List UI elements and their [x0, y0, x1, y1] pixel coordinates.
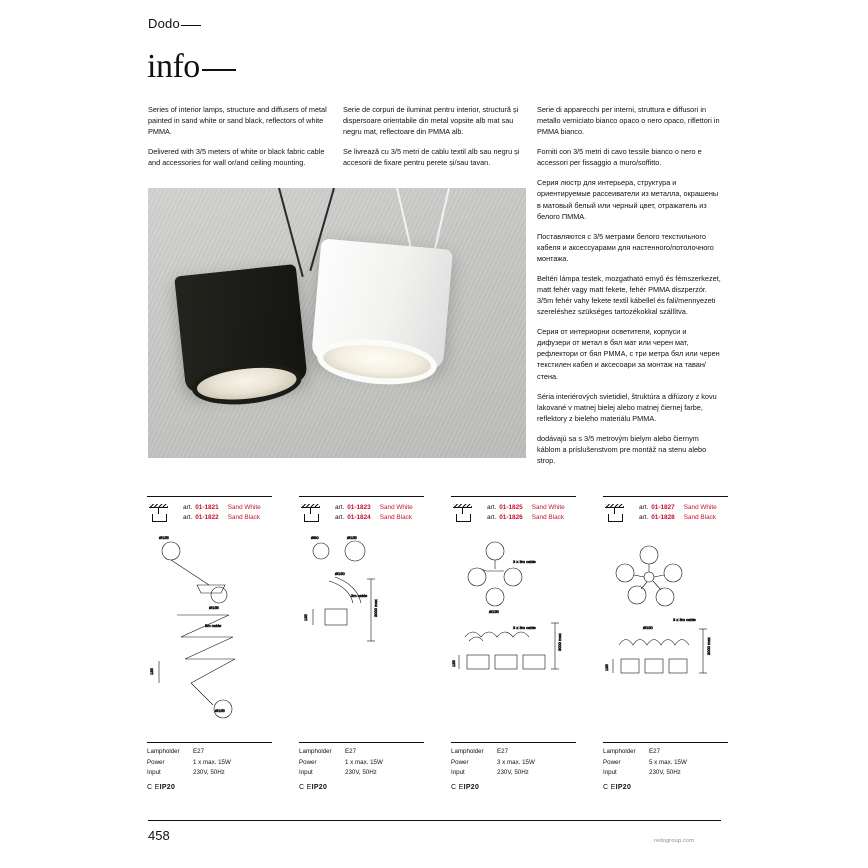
svg-text:3000 max: 3000 max [557, 633, 562, 651]
five-light-pendant-icon [603, 504, 629, 522]
spec-key: Lampholder [299, 748, 332, 755]
svg-text:Ø155: Ø155 [215, 707, 225, 713]
certification-marks: C EIP20 [299, 783, 328, 791]
finish-name: Sand White [227, 504, 261, 511]
product-block-1 [147, 496, 272, 723]
svg-text:135: 135 [149, 668, 154, 675]
spec-key: Power [299, 758, 317, 766]
svg-text:Ø150: Ø150 [643, 624, 653, 630]
divider [147, 742, 272, 743]
variant-row[interactable] [335, 503, 424, 513]
product-photo [148, 188, 526, 458]
svg-text:Ø90: Ø90 [311, 534, 319, 540]
brand-underline [181, 25, 201, 26]
product-code: 01-1823 [347, 504, 371, 511]
variant-row[interactable] [183, 503, 272, 513]
spec-tables [147, 742, 721, 802]
spec-value: 230V, 50Hz [649, 769, 681, 777]
divider [451, 742, 576, 743]
variant-row[interactable] [487, 513, 576, 523]
finish-name: Sand Black [531, 513, 565, 521]
svg-text:3000 max: 3000 max [706, 637, 711, 655]
product-block-4 [603, 496, 728, 723]
spec-value: 1 x max. 15W [193, 758, 231, 766]
finish-name: Sand Black [379, 513, 413, 521]
product-code: 01-1828 [651, 513, 675, 521]
spec-key: Lampholder [451, 748, 484, 755]
finish-name: Sand Black [227, 513, 261, 521]
certification-marks: C EIP20 [451, 783, 480, 791]
divider [603, 496, 728, 497]
intro-column-multi: Serie di apparecchi per interni, struttura e diffusori in metallo verniciato bianco opaco o nero opaco, riflettori in PMMA bianco. Forniti con 3/5 metri di cavo tessile bianco o nero e accessori per fissaggio a muro/soffitto. Серия люстр для интерьера, структура и ориентируемые рассеиватели из металла, окрашены в матовый белый или черный цвет, отражатель из белого ПММА. Поставляются с 3/5 метрами белого текстильного кабеля и аксессуарами для настенного/потолочного монтажа. Beltéri lámpa testek, mozgatható ernyő és fémszerkezet, matt fehér vagy matt fekete, fehér PMMA diszperzór. 3/5m fehér vahy fekete textil kábellel és fali/mennyezeti szereléshez szükséges tartozékokkal szállítva. Серия от интериорни осветители, корпуси и дифузери от метал в бял мат или черен мат, рефлектори от бял PMMA, с три метра бял или черен текстилен кабел и аксесоари за монтаж на таван/стена. Séria interiérových svietidiel, štruktúra a difúzory z kovu lakované v matnej bielej alebo matnej čiernej farbe, reflektory z bieleho materiálu PMMA. dodávajú sa s 3/5 metrovým bielym alebo čiernym káblom a príslušenstvom pre montáž na stenu alebo strop. [537, 105, 721, 466]
svg-text:5m cable: 5m cable [205, 622, 222, 628]
svg-text:Ø155: Ø155 [347, 534, 357, 540]
product-codes-1 [147, 503, 272, 523]
spec-key: Lampholder [603, 748, 636, 755]
finish-name: Sand White [379, 504, 413, 511]
technical-drawing-4 [603, 533, 728, 723]
technical-drawing-3 [451, 533, 576, 723]
title-underline [202, 69, 236, 71]
wall-ceiling-lamp-icon [147, 504, 173, 522]
spec-key: Input [451, 769, 465, 777]
svg-text:3 x 3m cable: 3 x 3m cable [673, 616, 696, 622]
spec-key: Lampholder [147, 748, 180, 755]
spec-value: 1 x max. 15W [345, 758, 383, 766]
svg-text:135: 135 [303, 614, 308, 621]
product-block-2 [299, 496, 424, 723]
product-codes-3 [451, 503, 576, 523]
svg-text:Ø155: Ø155 [159, 534, 169, 540]
svg-text:3000 max: 3000 max [373, 599, 378, 617]
spec-table-2 [299, 742, 424, 793]
product-code: 01-1827 [651, 504, 675, 511]
lamp-sand-white [311, 238, 453, 371]
spec-value: E27 [649, 748, 661, 755]
website-label: redogroup.com [654, 838, 695, 844]
variant-row[interactable] [639, 503, 728, 513]
spec-table-4 [603, 742, 728, 793]
divider [451, 496, 576, 497]
variant-row[interactable] [183, 513, 272, 523]
art-label: art. [335, 513, 345, 521]
spec-value: E27 [345, 748, 357, 755]
divider [299, 496, 424, 497]
intro-column-en: Series of interior lamps, structure and diffusers of metal painted in sand white or sand black, reflectors of white PMMA. Delivered with 3/5 meters of white or black fabric cable and accessories for wall or/and ceiling mounting. [148, 105, 327, 168]
spec-value: E27 [193, 748, 205, 755]
spec-table-1 [147, 742, 272, 793]
variant-row[interactable] [639, 513, 728, 523]
svg-text:Ø155: Ø155 [209, 604, 219, 610]
product-block-3 [451, 496, 576, 723]
svg-text:3m cable: 3m cable [351, 592, 368, 598]
product-code: 01-1824 [347, 513, 371, 521]
technical-drawing-2 [299, 533, 424, 723]
divider [299, 742, 424, 743]
art-label: art. [487, 513, 497, 521]
finish-name: Sand White [683, 504, 717, 511]
divider [603, 742, 728, 743]
page-title: info [147, 48, 236, 86]
spec-value: 5 x max. 15W [649, 758, 687, 766]
page-number: 458 [148, 828, 170, 843]
art-label: art. [487, 504, 497, 511]
variant-row[interactable] [487, 503, 576, 513]
art-label: art. [639, 513, 649, 521]
footer-divider [148, 820, 721, 821]
svg-text:Ø155: Ø155 [489, 608, 499, 614]
product-codes-2 [299, 503, 424, 523]
finish-name: Sand White [531, 504, 565, 511]
spec-value: 230V, 50Hz [193, 769, 225, 777]
product-code: 01-1821 [195, 504, 219, 511]
variant-row[interactable] [335, 513, 424, 523]
certification-marks: C EIP20 [603, 783, 632, 791]
technical-drawing-1 [147, 533, 272, 723]
spec-value: 3 x max. 15W [497, 758, 535, 766]
spec-value: 230V, 50Hz [345, 769, 377, 777]
spec-key: Power [147, 758, 165, 766]
spec-table-3 [451, 742, 576, 793]
art-label: art. [183, 504, 193, 511]
svg-text:Ø150: Ø150 [335, 570, 345, 576]
three-light-pendant-icon [451, 504, 477, 522]
art-label: art. [639, 504, 649, 511]
spec-value: E27 [497, 748, 509, 755]
art-label: art. [335, 504, 345, 511]
spec-value: 230V, 50Hz [497, 769, 529, 777]
spec-key: Input [299, 769, 313, 777]
finish-name: Sand Black [683, 513, 717, 521]
art-label: art. [183, 513, 193, 521]
spec-key: Power [603, 758, 621, 766]
product-code: 01-1826 [499, 513, 523, 521]
intro-column-ro: Serie de corpuri de iluminat pentru interior, structură și dispersoare orientabile din metal vopsite alb mat sau negru mat, reflectoare din PMMA alb. Se livrează cu 3/5 metri de cablu textil alb sau negru și accesorii de fixare pentru perete și/sau tavan. [343, 105, 520, 168]
svg-text:135: 135 [604, 664, 609, 671]
svg-text:3 x 3m cable: 3 x 3m cable [513, 558, 536, 564]
product-codes-4 [603, 503, 728, 523]
divider [147, 496, 272, 497]
product-code: 01-1822 [195, 513, 219, 521]
certification-marks: C EIP20 [147, 783, 176, 791]
spec-key: Input [147, 769, 161, 777]
spec-key: Input [603, 769, 617, 777]
product-code: 01-1825 [499, 504, 523, 511]
table-lamp-icon [299, 504, 325, 522]
spec-key: Power [451, 758, 469, 766]
svg-text:3 x 3m cable: 3 x 3m cable [513, 624, 536, 630]
lamp-sand-black [174, 264, 308, 394]
svg-text:135: 135 [451, 660, 456, 667]
brand-label: Dodo [148, 16, 201, 31]
